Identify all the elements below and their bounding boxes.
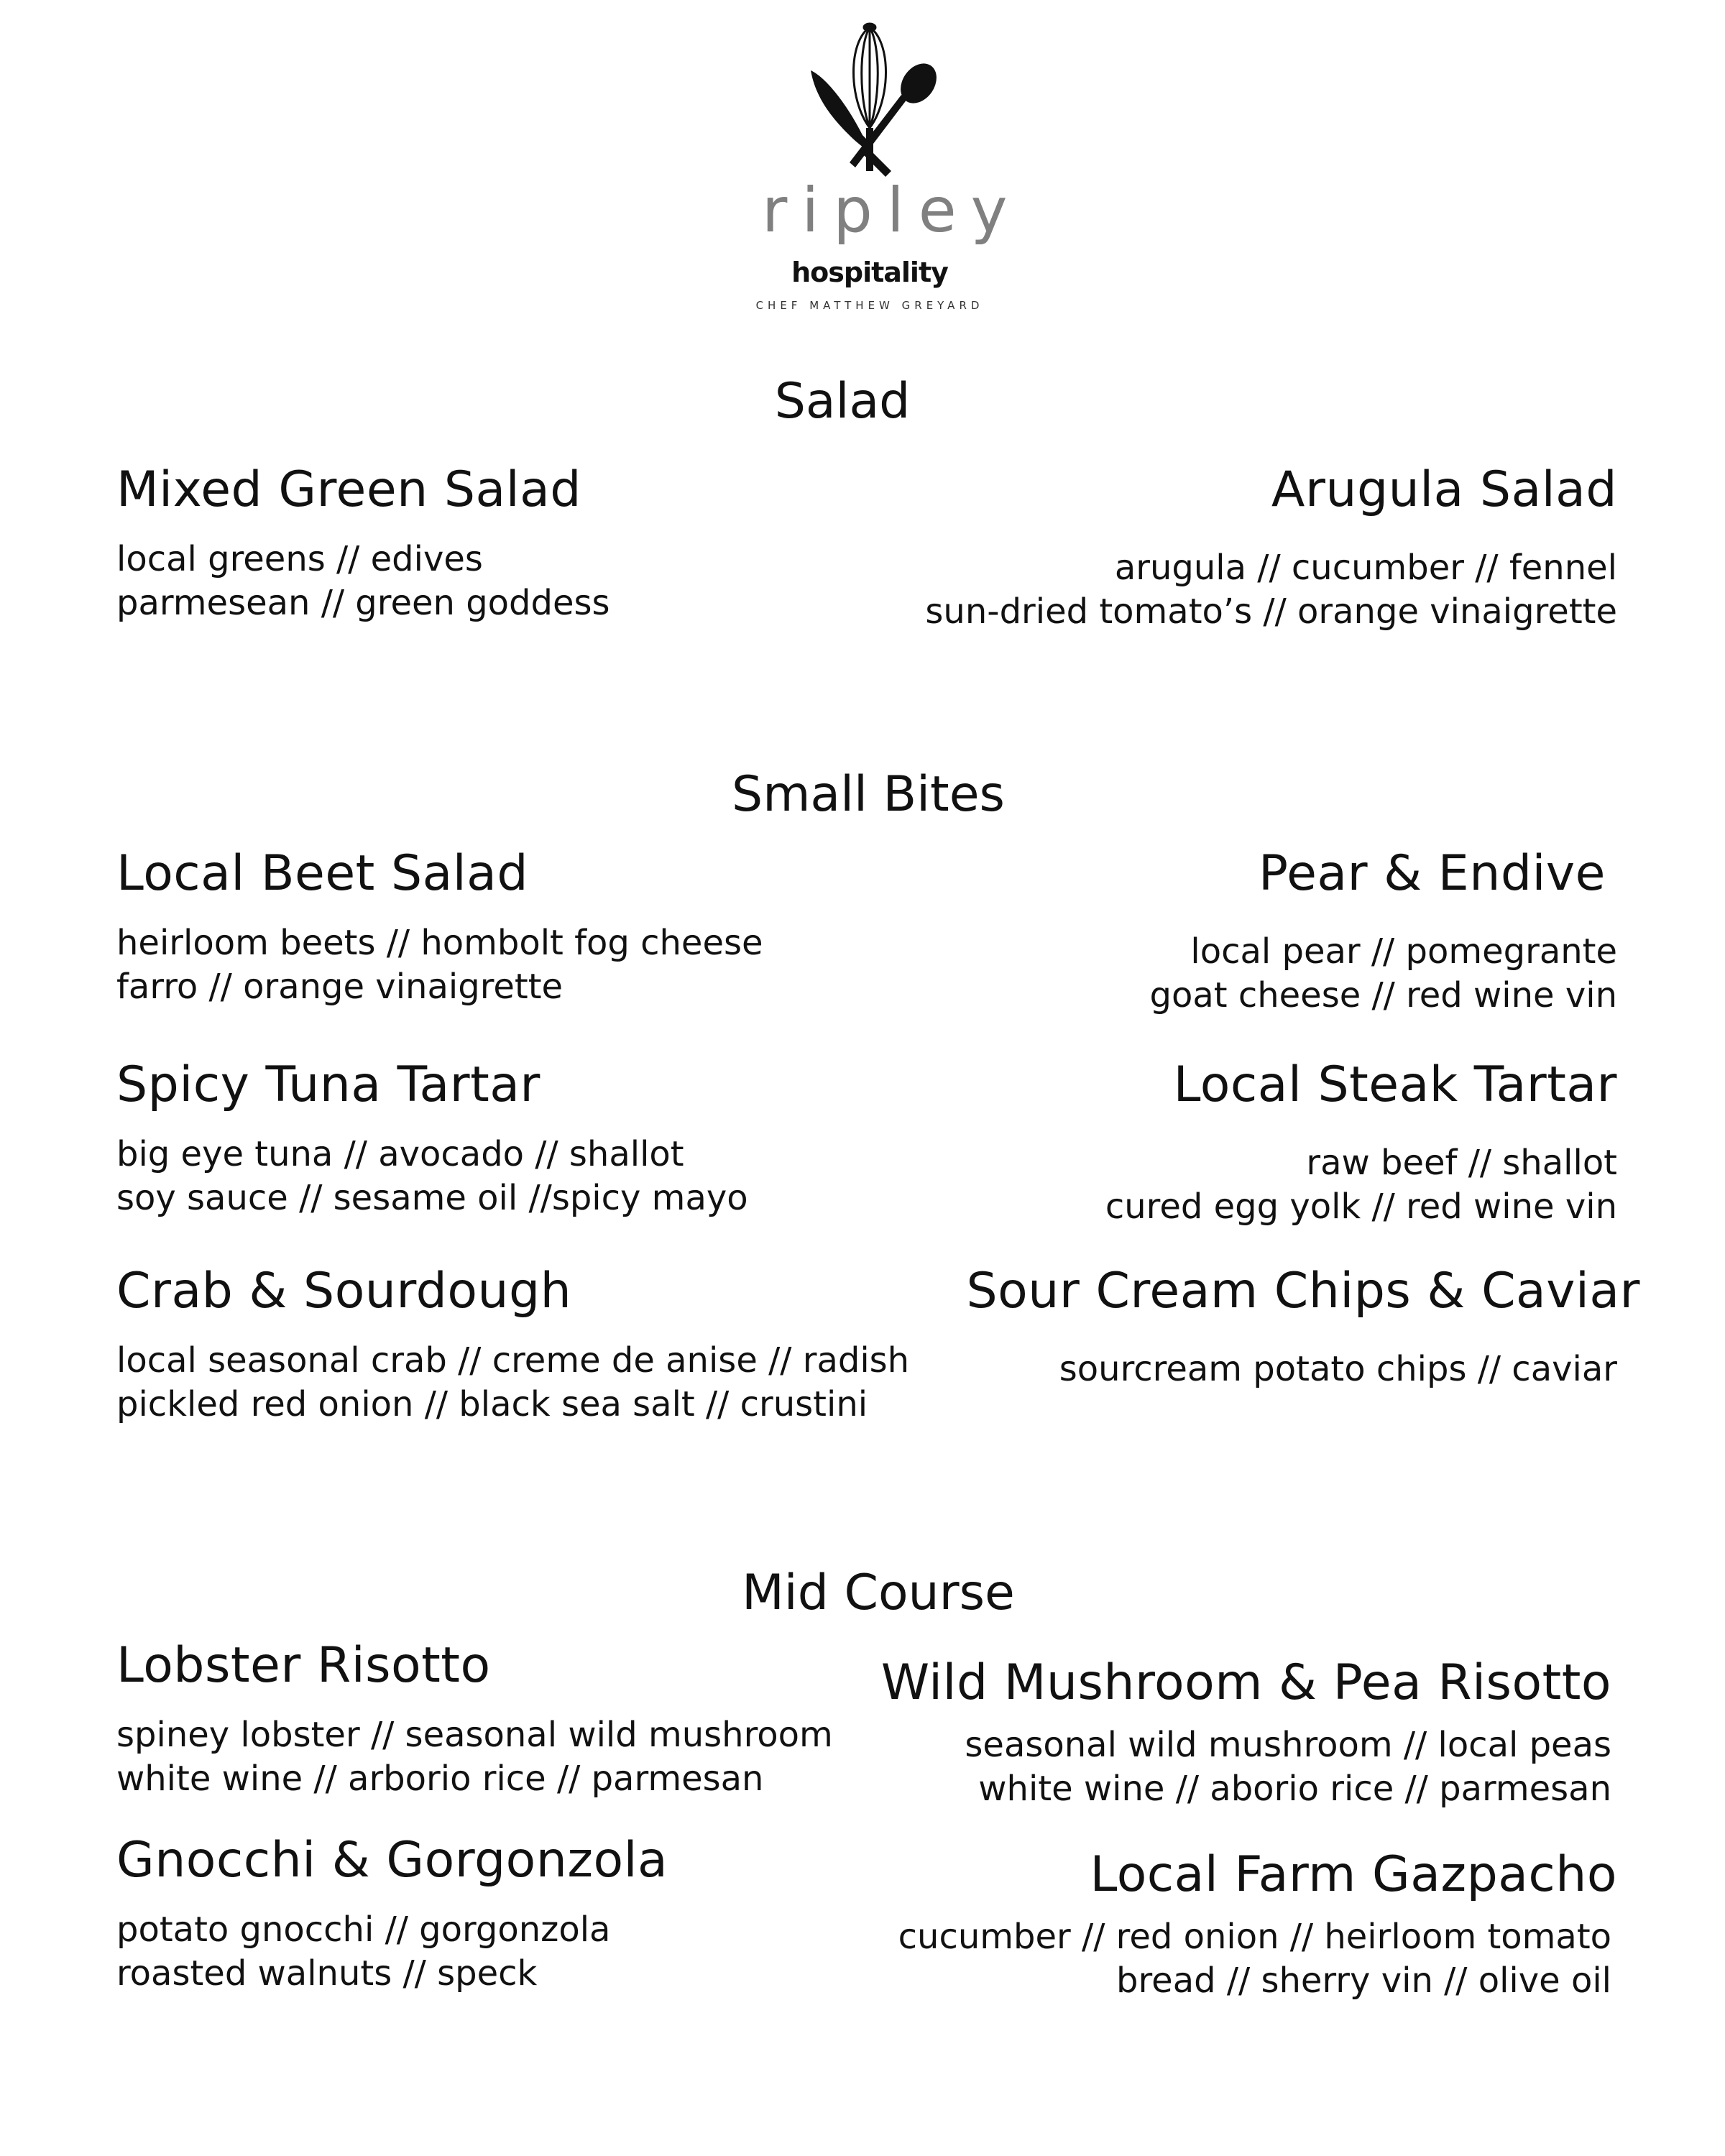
- dish-description-line: parmesean // green goddess: [116, 583, 610, 623]
- section-title-small-bites: Small Bites: [732, 766, 1005, 823]
- section-title-mid-course: Mid Course: [742, 1565, 1015, 1621]
- dish-crab-sourdough: [116, 1263, 910, 1427]
- dish-lobster-risotto: [116, 1637, 833, 1801]
- dish-description-line: cured egg yolk // red wine vin: [1105, 1187, 1617, 1227]
- dish-description-line: white wine // arborio rice // parmesan: [116, 1759, 764, 1799]
- dish-description-line: sourcream potato chips // caviar: [1059, 1349, 1617, 1389]
- dish-name: Mixed Green Salad: [116, 461, 581, 518]
- dish-description-line: farro // orange vinaigrette: [116, 967, 564, 1007]
- dish-description-line: pickled red onion // black sea salt // crustini: [116, 1384, 868, 1424]
- dish-description-line: roasted walnuts // speck: [116, 1953, 538, 1994]
- brand-chef: CHEF MATTHEW GREYARD: [755, 299, 984, 312]
- dish-name: Sour Cream Chips & Caviar: [966, 1263, 1640, 1319]
- dish-name: Gnocchi & Gorgonzola: [116, 1832, 668, 1889]
- dish-description-line: arugula // cucumber // fennel: [1114, 548, 1617, 588]
- dish-name: Local Farm Gazpacho: [1090, 1846, 1617, 1903]
- dish-description-line: spiney lobster // seasonal wild mushroom: [116, 1715, 833, 1755]
- dish-local-farm-gazpacho: [898, 1846, 1617, 2003]
- dish-name: Local Steak Tartar: [1173, 1056, 1617, 1113]
- dish-description-line: heirloom beets // hombolt fog cheese: [116, 923, 763, 963]
- dish-name: Wild Mushroom & Pea Risotto: [880, 1654, 1611, 1711]
- dish-wild-mushroom-pea-risotto: [880, 1654, 1611, 1811]
- dish-arugula-salad: [925, 461, 1617, 634]
- dish-spicy-tuna-tartar: [116, 1056, 748, 1220]
- section-title-salad: Salad: [774, 373, 911, 430]
- dish-description-line: white wine // aborio rice // parmesan: [978, 1769, 1611, 1809]
- dish-description-line: local pear // pomegrante: [1190, 931, 1617, 972]
- dish-description-line: big eye tuna // avocado // shallot: [116, 1134, 684, 1174]
- dish-pear-endive: [1149, 845, 1617, 1018]
- dish-description-line: seasonal wild mushroom // local peas: [965, 1725, 1611, 1765]
- dish-name: Arugula Salad: [1271, 461, 1617, 518]
- dish-description-line: local seasonal crab // creme de anise // radish: [116, 1340, 910, 1381]
- dish-description-line: bread // sherry vin // olive oil: [1116, 1961, 1611, 2001]
- dish-name: Local Beet Salad: [116, 845, 529, 902]
- dish-description-line: soy sauce // sesame oil //spicy mayo: [116, 1178, 748, 1218]
- dish-description-line: raw beef // shallot: [1306, 1143, 1617, 1183]
- dish-name: Lobster Risotto: [116, 1637, 491, 1694]
- dish-name: Spicy Tuna Tartar: [116, 1056, 540, 1113]
- dish-gnocchi-gorgonzola: [116, 1832, 668, 1996]
- dish-name: Crab & Sourdough: [116, 1263, 572, 1319]
- dish-description-line: potato gnocchi // gorgonzola: [116, 1909, 611, 1950]
- whisk-knife-spoon-icon: [748, 20, 992, 178]
- dish-mixed-green-salad: [116, 461, 610, 625]
- dish-description-line: local greens // edives: [116, 539, 483, 579]
- brand-logo: [748, 20, 1022, 312]
- dish-description-line: cucumber // red onion // heirloom tomato: [898, 1917, 1611, 1957]
- dish-sour-cream-chips-caviar: [966, 1263, 1640, 1391]
- dish-description-line: sun-dried tomato’s // orange vinaigrette: [925, 591, 1617, 632]
- brand-name: ripley: [762, 175, 1022, 247]
- dish-name: Pear & Endive: [1259, 845, 1606, 902]
- dish-local-steak-tartar: [1105, 1056, 1617, 1229]
- dish-description-line: goat cheese // red wine vin: [1149, 975, 1617, 1015]
- dish-local-beet-salad: [116, 845, 763, 1009]
- brand-tagline: hospitality: [791, 257, 948, 288]
